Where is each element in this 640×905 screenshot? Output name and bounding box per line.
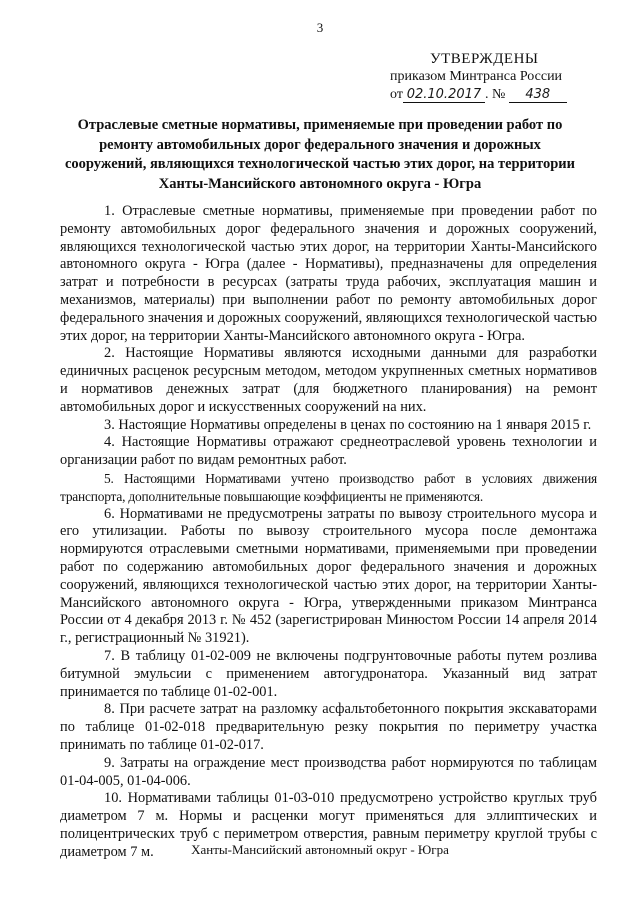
page-number: 3 <box>316 20 324 35</box>
document-body <box>60 203 597 861</box>
approval-title: УТВЕРЖДЕНЫ <box>430 51 539 67</box>
paragraph-9: 9. Затраты на ограждение мест производства работ нормируются по таблицам 01-04-005, 01-04-006. <box>60 754 597 789</box>
paragraph-3: 3. Настоящие Нормативы определены в ценах по состоянию на 1 января 2015 г. <box>104 416 592 433</box>
number-prefix: . № <box>484 87 506 102</box>
handwritten-date: 02.10.2017 <box>403 88 485 103</box>
paragraph-10: 10. Нормативами таблицы 01-03-010 предусмотрено устройство круглых труб диаметром 7 м. Нормы и расценки могут применяться для эллиптических и полицентрических труб с периметром отверстия, равным периметру круглой трубы с диаметром 7 м. <box>60 790 597 860</box>
paragraph-2: 2. Настоящие Нормативы являются исходными данными для разработки единичных расценок ресурсным методом, методом укрупненных сметных нормативов и нормативов денежных затрат (для бюджетного планирования) на ремонт автомобильных дорог и искусственных сооружений на них. <box>60 345 597 415</box>
handwritten-number: 438 <box>509 88 567 103</box>
paragraph-1: 1. Отраслевые сметные нормативы, применяемые при проведении работ по ремонту автомобильных дорог федерального значения и дорожных сооружений, являющихся технологической частью этих дорог, на территории Ханты-Мансийского автономного округа - Югра (далее - Нормативы), предназначены для определения затрат и потребности в ресурсах (затраты труда рабочих, эксплуатация машин и механизмов, материалы) при выполнении работ по ремонту автомобильных дорог федерального значения и дорожных сооружений, являющихся технологической частью этих дорог, на территории Ханты-Мансийского автономного округа - Югра. <box>60 203 597 344</box>
paragraph-8: 8. При расчете затрат на разломку асфальтобетонного покрытия экскаваторами по таблице 01-02-018 предварительную резку покрытия по периметру участка принимать по таблице 01-02-017. <box>60 701 597 753</box>
approval-order: приказом Минтранса России <box>390 69 563 84</box>
paragraph-5: 5. Настоящими Нормативами учтено производство работ в условиях движения транспорта, дополнительные повышающие коэффициенты не применяются. <box>60 470 597 504</box>
date-prefix: от <box>390 87 403 102</box>
document-title: Отраслевые сметные нормативы, применяемые при проведении работ по ремонту автомобильных дорог федерального значения и дорожных сооружений, являющихся технологической частью этих дорог, на территории Ханты-Мансийского автономного округа - Югра <box>65 117 575 192</box>
paragraph-6: 6. Нормативами не предусмотрены затраты по вывозу строительного мусора и его утилизации. Работы по вывозу строительного мусора после демонтажа нормируются отраслевыми сметными нормативами, применяемыми при проведении работ по содержанию автомобильных дорог федерального значения и дорожных сооружений, являющихся технологической частью этих дорог, на территории Ханты-Мансийского автономного округа - Югра, утвержденными приказом Минтранса России от 4 декабря 2013 г. № 452 (зарегистрирован Минюстом России 14 апреля 2014 г., регистрационный № 31921). <box>60 505 597 647</box>
paragraph-7: 7. В таблицу 01-02-009 не включены подгрунтовочные работы путем розлива битумной эмульсии с применением автогудронатора. Указанный вид затрат принимается по таблице 01-02-001. <box>60 647 597 700</box>
paragraph-4: 4. Настоящие Нормативы отражают среднеотраслевой уровень технологии и организации работ по видам ремонтных работ. <box>60 434 597 469</box>
approval-date-row <box>390 86 567 104</box>
page-footer: Ханты-Мансийский автономный округ - Югра <box>191 842 449 857</box>
